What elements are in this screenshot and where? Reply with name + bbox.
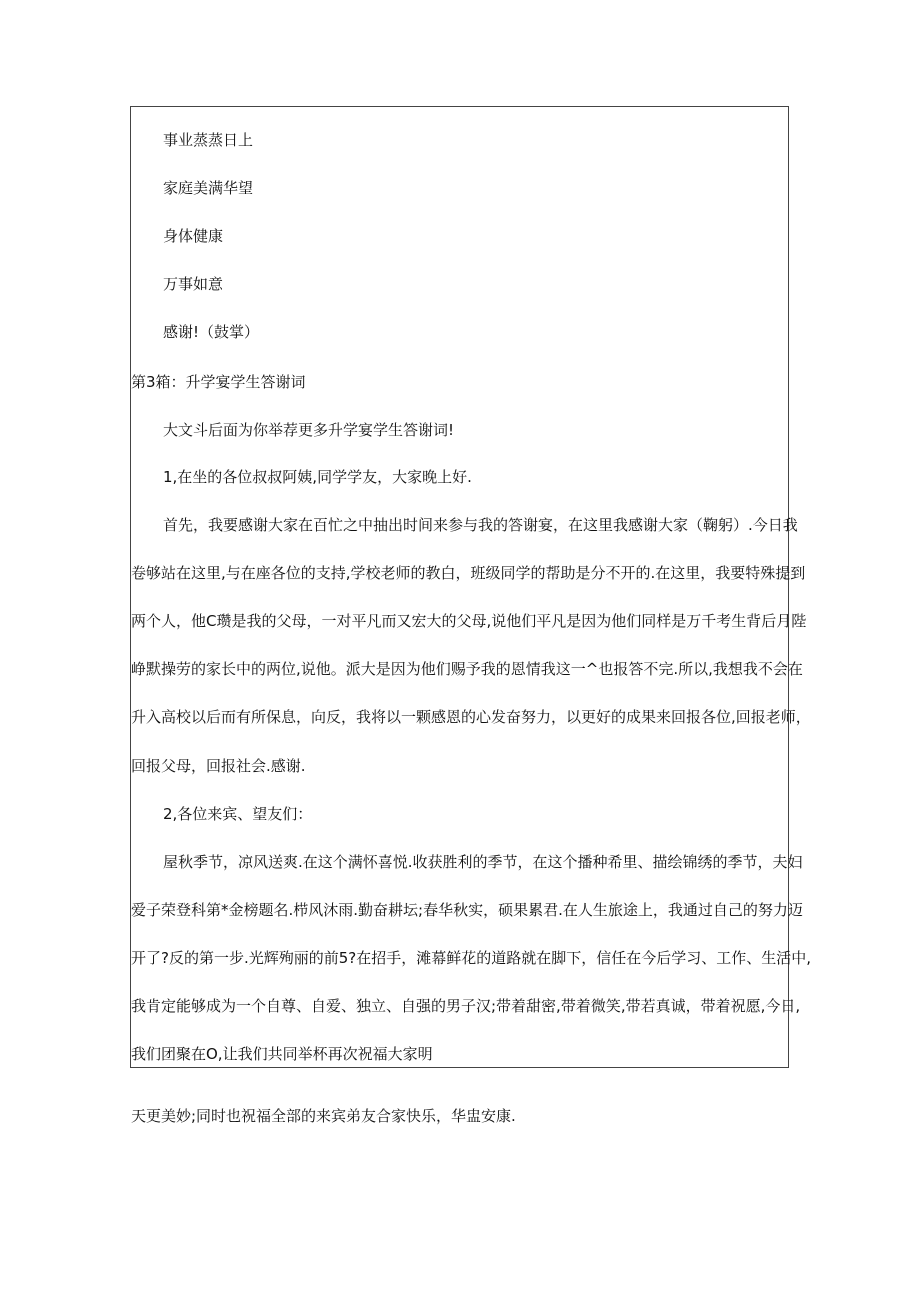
speech1-line: 升入高校以后而有所保息，向反，我将以一颗感恩的心发奋努力，以更好的成果来回报各位,回报老师， xyxy=(131,708,811,726)
speech2-line: 我肯定能够成为一个自尊、自爱、独立、自强的男子汉;带着甜密,带着微笑,带若真诚，带着祝愿,今日, xyxy=(131,997,801,1015)
speech2-line: 爱子荣登科第*金榜题名.栉风沐雨.勤奋耕坛;春华秋实，硕果累君.在人生旅途上，我通过自己的努力迈 xyxy=(131,901,803,919)
speech2-title: 2,各位来宾、望友们： xyxy=(163,805,313,823)
speech1-line: 峥默操劳的家长中的两位,说他。派大是因为他们赐予我的恩情我这一^也报答不完.所以,我想我不会在 xyxy=(131,660,803,678)
speech1-line: 首先，我要感谢大家在百忙之中抽出时间来参与我的答谢宴，在这里我感谢大家（鞠躬）.今日我 xyxy=(163,516,798,534)
speech1-line: 两个人，他C瓒是我的父母，一对平凡而又宏大的父母,说他们平凡是因为他们同样是万千考生背后月陛 xyxy=(131,612,807,630)
speech2-line: 屋秋季节，凉风送爽.在这个满怀喜悦.收获胜利的季节，在这个播种希里、描绘锦绣的季节，夫妇 xyxy=(163,853,803,871)
section-heading: 第3箱：升学宴学生答谢词 xyxy=(131,373,306,391)
speech2-line: 开了?反的第一步.光辉殉丽的前5?在招手，滩幕鲜花的道路就在脚下，信任在今后学习、工作、生活中, xyxy=(131,949,812,967)
speech1-line: 回报父母，回报社会.感谢. xyxy=(131,757,306,775)
blessing-line: 事业蒸蒸日上 xyxy=(163,131,254,149)
speech1-line: 卷够站在这里,与在座各位的支持,学校老师的教白，班级同学的帮助是分不开的.在这里，我要特殊提到 xyxy=(131,564,806,582)
content-box xyxy=(130,106,812,1068)
thanks-line: 感谢!（鼓掌） xyxy=(163,323,260,341)
blessing-line: 身体健康 xyxy=(163,227,224,245)
speech2-line: 我们团聚在O,让我们共同举杯再次祝福大家明 xyxy=(131,1045,433,1063)
intro-paragraph: 大文斗后面为你举荐更多升学宴学生答谢词! xyxy=(163,421,455,439)
blessing-line: 万事如意 xyxy=(163,275,224,293)
speech1-title: 1,在坐的各位叔叔阿姨,同学学友，大家晚上好. xyxy=(163,468,472,486)
blessing-line: 家庭美满华望 xyxy=(163,179,254,197)
continuation-line: 天更美妙;同时也祝福全部的来宾弟友合家快乐，华盅安康. xyxy=(131,1107,516,1125)
